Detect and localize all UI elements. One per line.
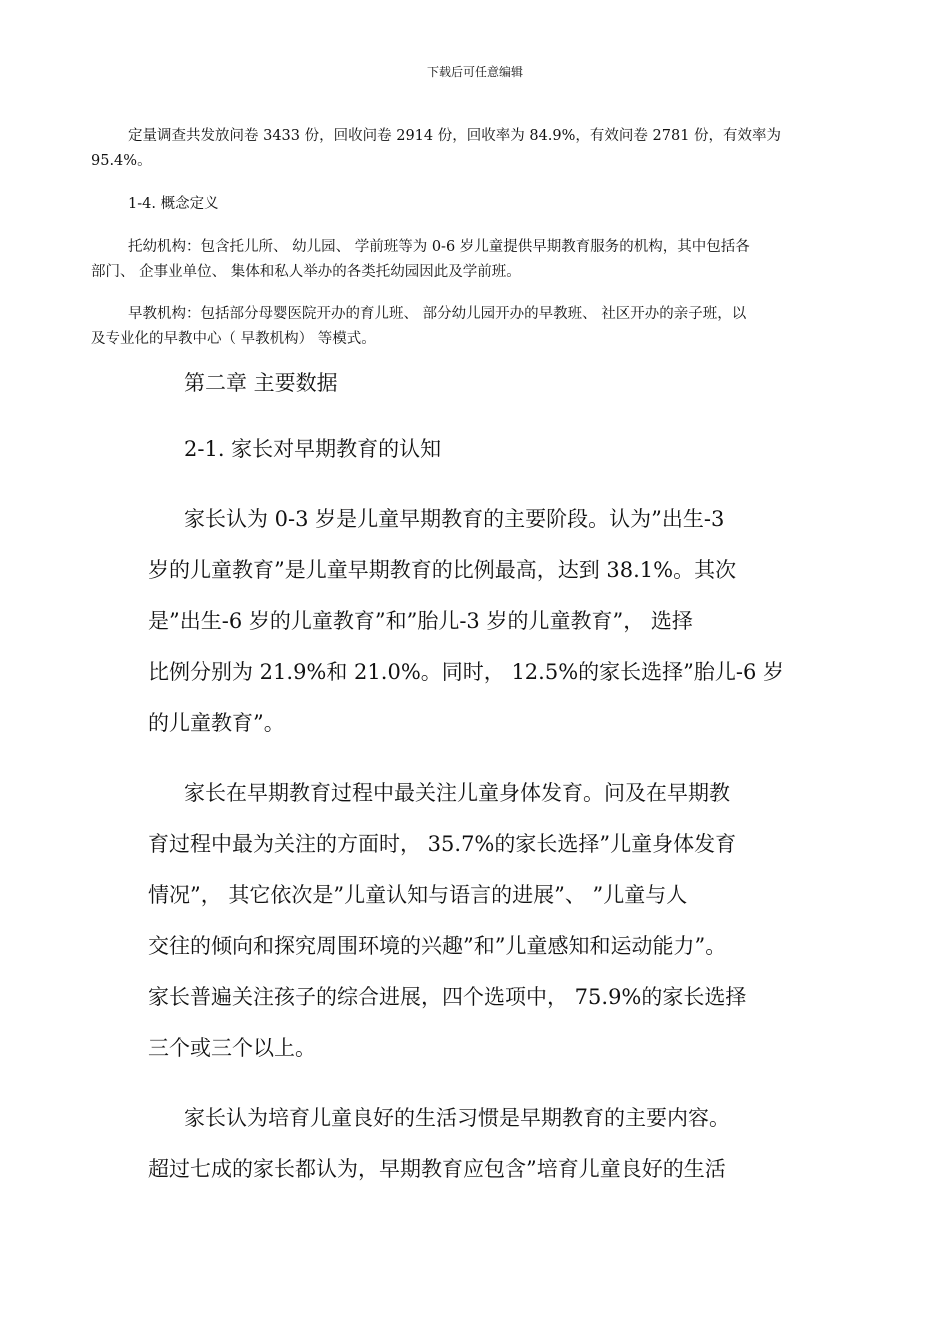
text-line: 岁的儿童教育”是儿童早期教育的比例最高，达到 38.1%。其次 <box>148 558 737 582</box>
text-line: 家长在早期教育过程中最关注儿童身体发育。问及在早期教 <box>184 781 730 805</box>
section-heading-1-4: 1-4. 概念定义 <box>128 196 219 212</box>
text-line: 家长认为 0-3 岁是儿童早期教育的主要阶段。认为”出生-3 <box>184 507 725 531</box>
text-line: 交往的倾向和探究周围环境的兴趣”和”儿童感知和运动能力”。 <box>148 934 727 958</box>
text-line: 情况”， 其它依次是”儿童认知与语言的进展”、 ”儿童与人 <box>148 883 688 907</box>
text-line: 三个或三个以上。 <box>148 1036 316 1060</box>
text-line: 超过七成的家长都认为，早期教育应包含”培育儿童良好的生活 <box>148 1157 726 1181</box>
text-line: 95.4%。 <box>91 153 152 169</box>
text-line: 早教机构：包括部分母婴医院开办的育儿班、 部分幼儿园开办的早教班、 社区开办的亲子班，以 <box>128 306 747 322</box>
text-line: 及专业化的早教中心（ 早教机构） 等模式。 <box>91 331 376 347</box>
page-header: 下载后可任意编辑 <box>426 65 523 79</box>
text-line: 比例分别为 21.9%和 21.0%。同时， 12.5%的家长选择”胎儿-6 岁 <box>148 660 785 684</box>
text-line: 是”出生-6 岁的儿童教育”和”胎儿-3 岁的儿童教育”， 选择 <box>148 609 693 633</box>
text-line: 部门、 企事业单位、 集体和私人举办的各类托幼园因此及学前班。 <box>91 264 521 280</box>
text-line: 育过程中最为关注的方面时， 35.7%的家长选择”儿童身体发育 <box>148 832 737 856</box>
text-line: 托幼机构：包含托儿所、 幼儿园、 学前班等为 0-6 岁儿童提供早期教育服务的机构，其中包括各 <box>128 239 750 255</box>
text-line: 定量调查共发放问卷 3433 份，回收问卷 2914 份，回收率为 84.9%，有效问卷 2781 份，有效率为 <box>128 128 782 144</box>
text-line: 的儿童教育”。 <box>148 711 285 735</box>
chapter-title: 第二章 主要数据 <box>184 371 338 395</box>
text-line: 家长普遍关注孩子的综合进展，四个选项中， 75.9%的家长选择 <box>148 985 747 1009</box>
text-line: 家长认为培育儿童良好的生活习惯是早期教育的主要内容。 <box>184 1106 730 1130</box>
section-title: 2-1. 家长对早期教育的认知 <box>184 437 442 461</box>
